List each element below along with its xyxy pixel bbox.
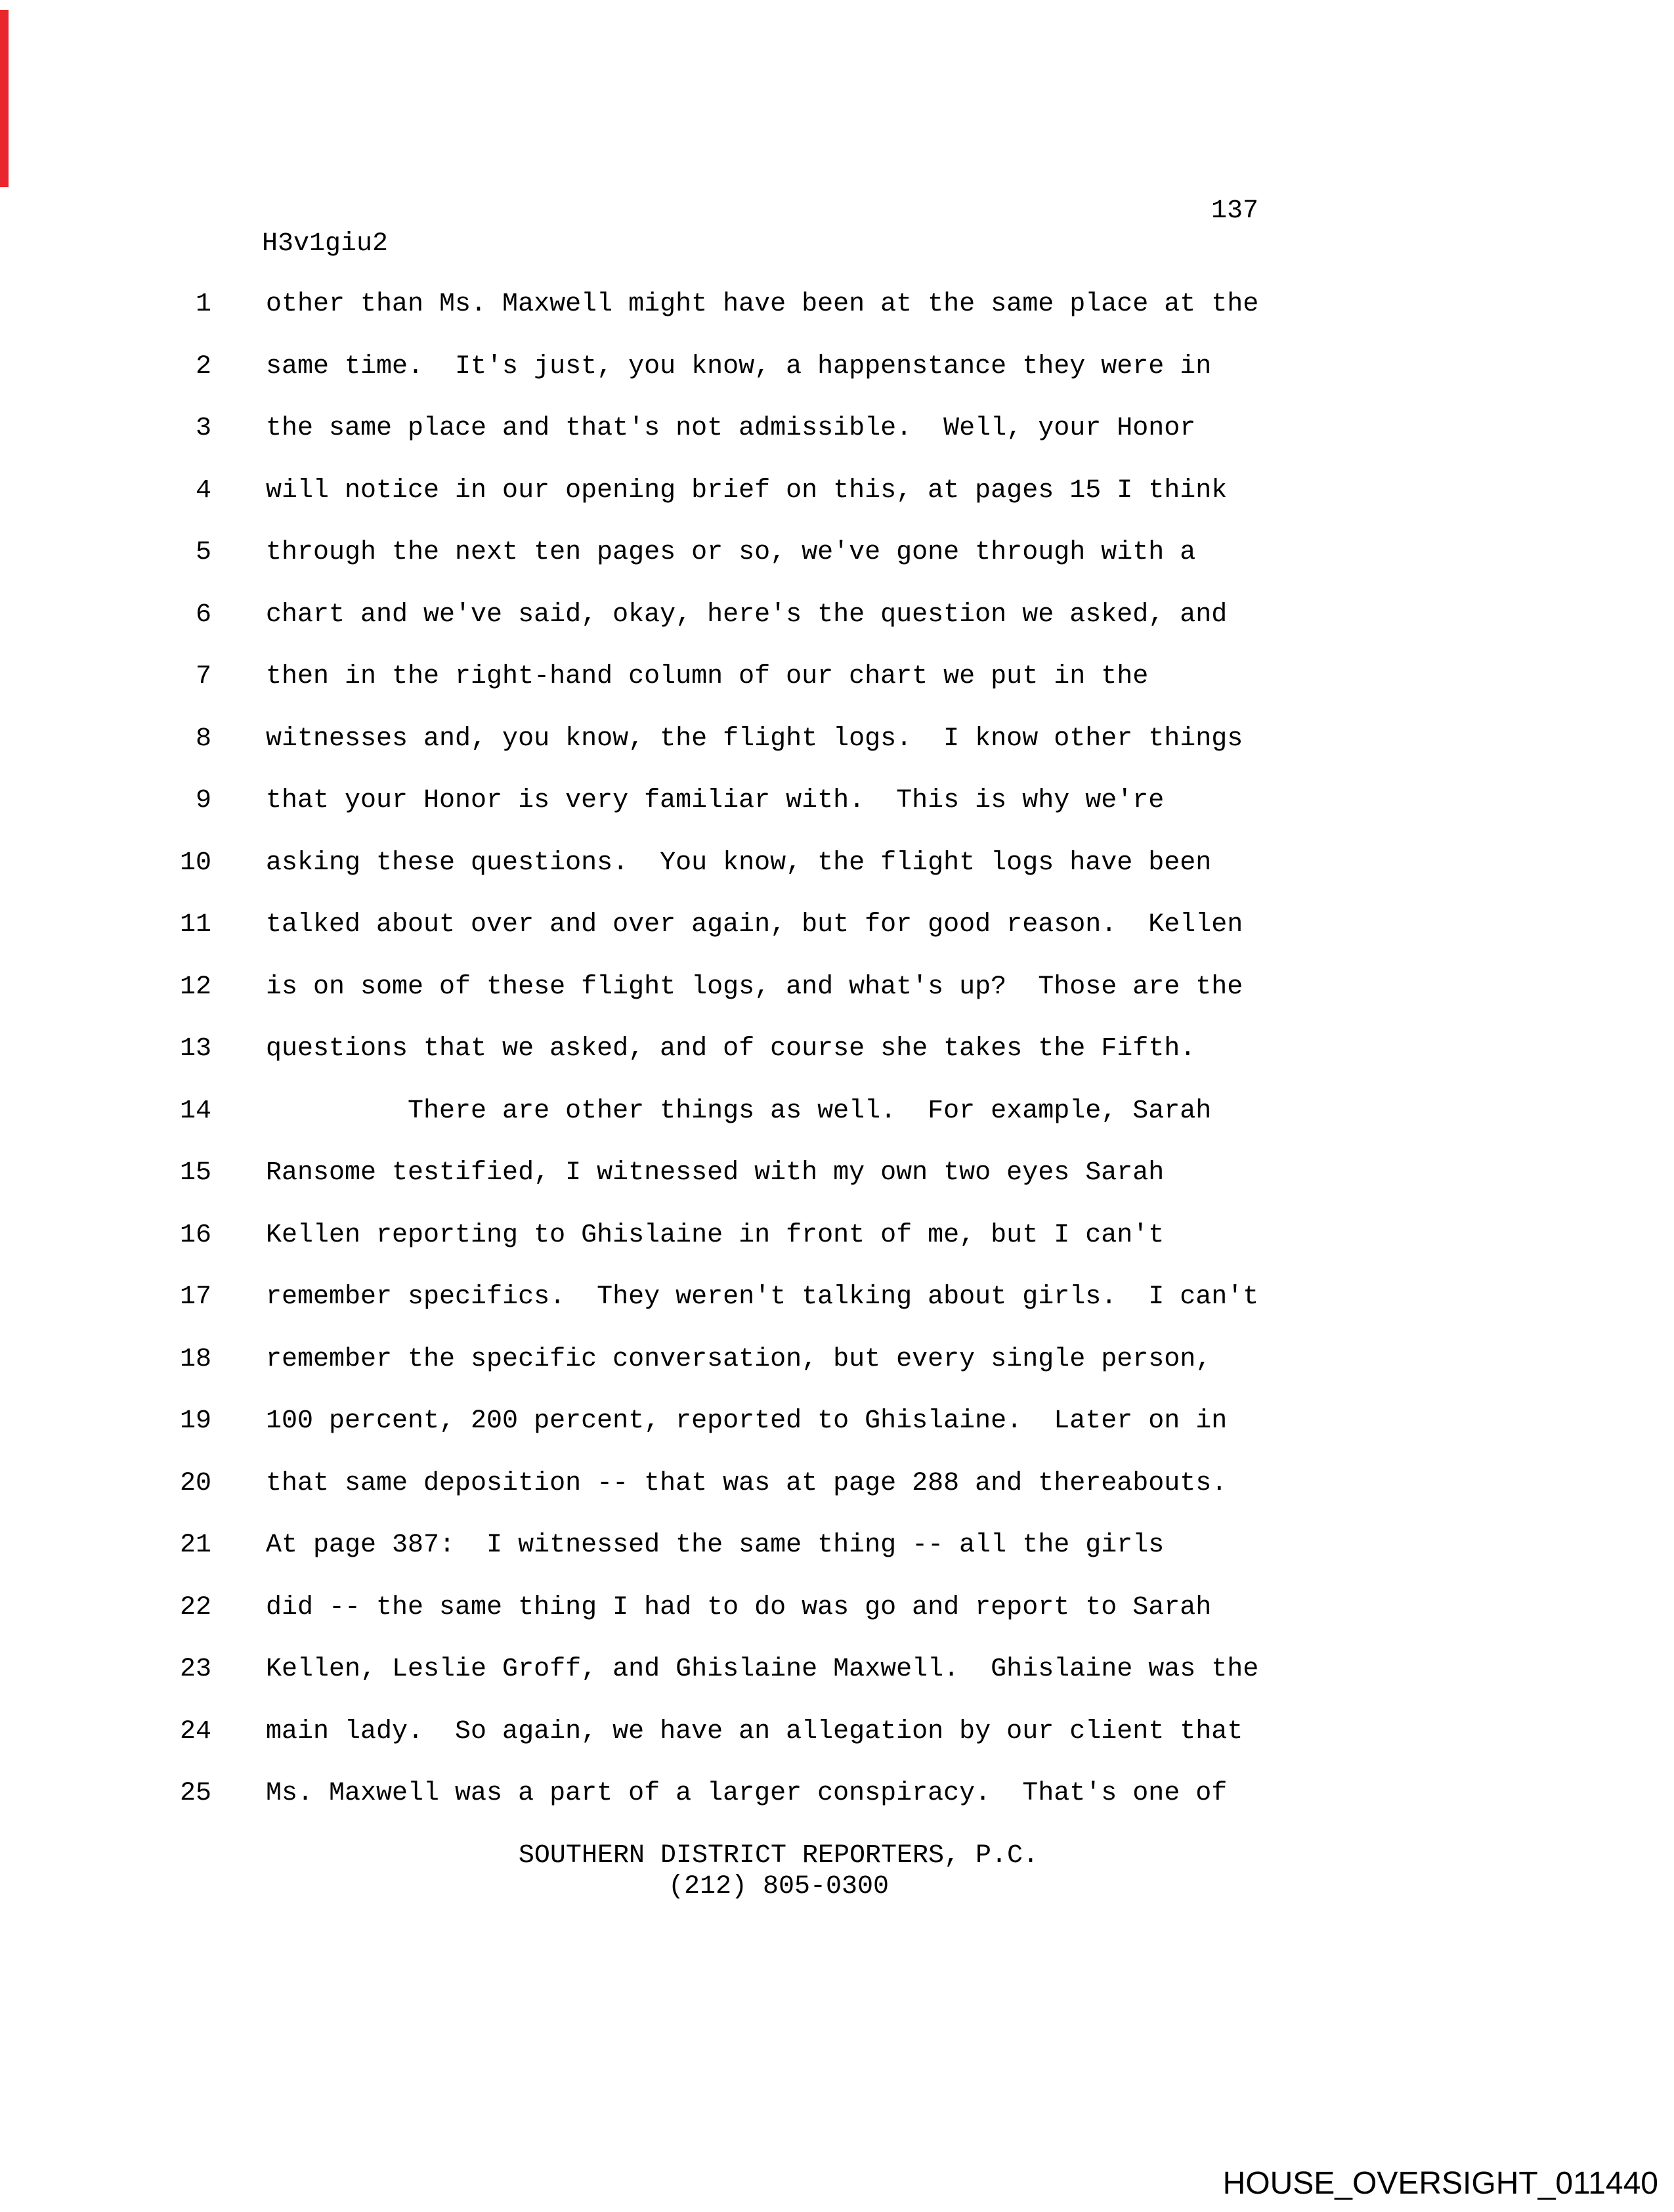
transcript-line-row — [0, 1406, 1674, 1437]
line-number: 18 — [179, 1344, 211, 1374]
transcript-line-row — [0, 1716, 1674, 1747]
transcript-line-row — [0, 724, 1674, 754]
reporter-footer — [266, 1840, 1291, 1902]
line-text: talked about over and over again, but for good reason. Kellen — [266, 910, 1243, 940]
line-number: 15 — [179, 1158, 211, 1188]
transcript-line-row — [0, 1592, 1674, 1623]
line-number: 12 — [179, 972, 211, 1002]
line-number: 3 — [195, 414, 211, 443]
line-number: 11 — [179, 910, 211, 940]
line-number: 14 — [179, 1096, 211, 1126]
transcript-line-row — [0, 661, 1674, 692]
transcript-line-row — [0, 599, 1674, 630]
line-number: 16 — [179, 1220, 211, 1250]
line-text: asking these questions. You know, the flight logs have been — [266, 848, 1212, 878]
line-text: that your Honor is very familiar with. This is why we're — [266, 786, 1165, 815]
transcript-line-row — [0, 848, 1674, 878]
transcript-line-row — [0, 1033, 1674, 1064]
line-number: 13 — [179, 1034, 211, 1064]
transcript-line-row — [0, 1096, 1674, 1127]
line-text: Ransome testified, I witnessed with my own two eyes Sarah — [266, 1158, 1165, 1188]
line-text: through the next ten pages or so, we've gone through with a — [266, 538, 1196, 567]
line-text: is on some of these flight logs, and what's up? Those are the — [266, 972, 1243, 1002]
line-number: 2 — [195, 351, 211, 381]
transcript-line-row — [0, 1282, 1674, 1312]
line-number: 24 — [179, 1716, 211, 1746]
transcript-line-row — [0, 351, 1674, 382]
reporter-phone: (212) 805-0300 — [668, 1872, 890, 1901]
line-text: other than Ms. Maxwell might have been at the same place at the — [266, 290, 1259, 319]
transcript-line-row — [0, 537, 1674, 568]
line-text: remember specifics. They weren't talking about girls. I can't — [266, 1282, 1259, 1312]
line-number: 23 — [179, 1655, 211, 1684]
line-number: 21 — [179, 1530, 211, 1560]
transcript-line-row — [0, 785, 1674, 816]
line-number: 1 — [195, 290, 211, 319]
line-text: chart and we've said, okay, here's the question we asked, and — [266, 599, 1228, 630]
transcript-line-row — [0, 909, 1674, 940]
bates-stamp: HOUSE_OVERSIGHT_011440 — [1222, 2166, 1658, 2201]
line-number: 9 — [195, 786, 211, 815]
line-number: 10 — [179, 848, 211, 878]
line-text: 100 percent, 200 percent, reported to Ghislaine. Later on in — [266, 1406, 1228, 1436]
line-text: Ms. Maxwell was a part of a larger conspiracy. That's one of — [266, 1779, 1228, 1808]
transcript-line-row — [0, 1158, 1674, 1188]
line-text: that same deposition -- that was at page 288 and thereabouts. — [266, 1468, 1228, 1498]
transcript-line-row — [0, 475, 1674, 506]
reporter-name: SOUTHERN DISTRICT REPORTERS, P.C. — [518, 1841, 1039, 1871]
line-text: the same place and that's not admissible. Well, your Honor — [266, 414, 1196, 443]
line-text: will notice in our opening brief on this, at pages 15 I think — [266, 475, 1228, 506]
transcript-line-row — [0, 1468, 1674, 1499]
line-number: 5 — [195, 538, 211, 567]
line-text: At page 387: I witnessed the same thing -- all the girls — [266, 1530, 1165, 1560]
transcript-line-row — [0, 413, 1674, 444]
line-number: 22 — [179, 1592, 211, 1622]
line-number: 8 — [195, 724, 211, 754]
line-text: same time. It's just, you know, a happenstance they were in — [266, 351, 1212, 381]
transcript-line-row — [0, 1344, 1674, 1375]
line-text: remember the specific conversation, but every single person, — [266, 1344, 1212, 1374]
line-text: Kellen reporting to Ghislaine in front of me, but I can't — [266, 1220, 1165, 1250]
line-text: then in the right-hand column of our chart we put in the — [266, 662, 1149, 691]
page-number: 137 — [1211, 196, 1259, 226]
transcript-line-row — [0, 289, 1674, 320]
line-text: did -- the same thing I had to do was go and report to Sarah — [266, 1592, 1212, 1622]
session-code: H3v1giu2 — [262, 229, 389, 259]
line-text: questions that we asked, and of course she takes the Fifth. — [266, 1034, 1196, 1064]
line-number: 20 — [179, 1468, 211, 1498]
line-text: Kellen, Leslie Groff, and Ghislaine Maxwell. Ghislaine was the — [266, 1655, 1259, 1684]
line-number: 4 — [195, 475, 211, 506]
line-text: main lady. So again, we have an allegation by our client that — [266, 1716, 1243, 1746]
line-number: 19 — [179, 1406, 211, 1436]
transcript-line-row — [0, 1654, 1674, 1685]
line-number: 25 — [179, 1779, 211, 1808]
transcript-line-row — [0, 1778, 1674, 1809]
line-number: 7 — [195, 662, 211, 691]
line-text: There are other things as well. For example, Sarah — [266, 1096, 1212, 1126]
transcript-line-row — [0, 972, 1674, 1003]
line-number: 17 — [179, 1282, 211, 1312]
transcript-line-row — [0, 1220, 1674, 1251]
line-number: 6 — [195, 599, 211, 630]
transcript-line-row — [0, 1530, 1674, 1561]
line-text: witnesses and, you know, the flight logs. I know other things — [266, 724, 1243, 754]
